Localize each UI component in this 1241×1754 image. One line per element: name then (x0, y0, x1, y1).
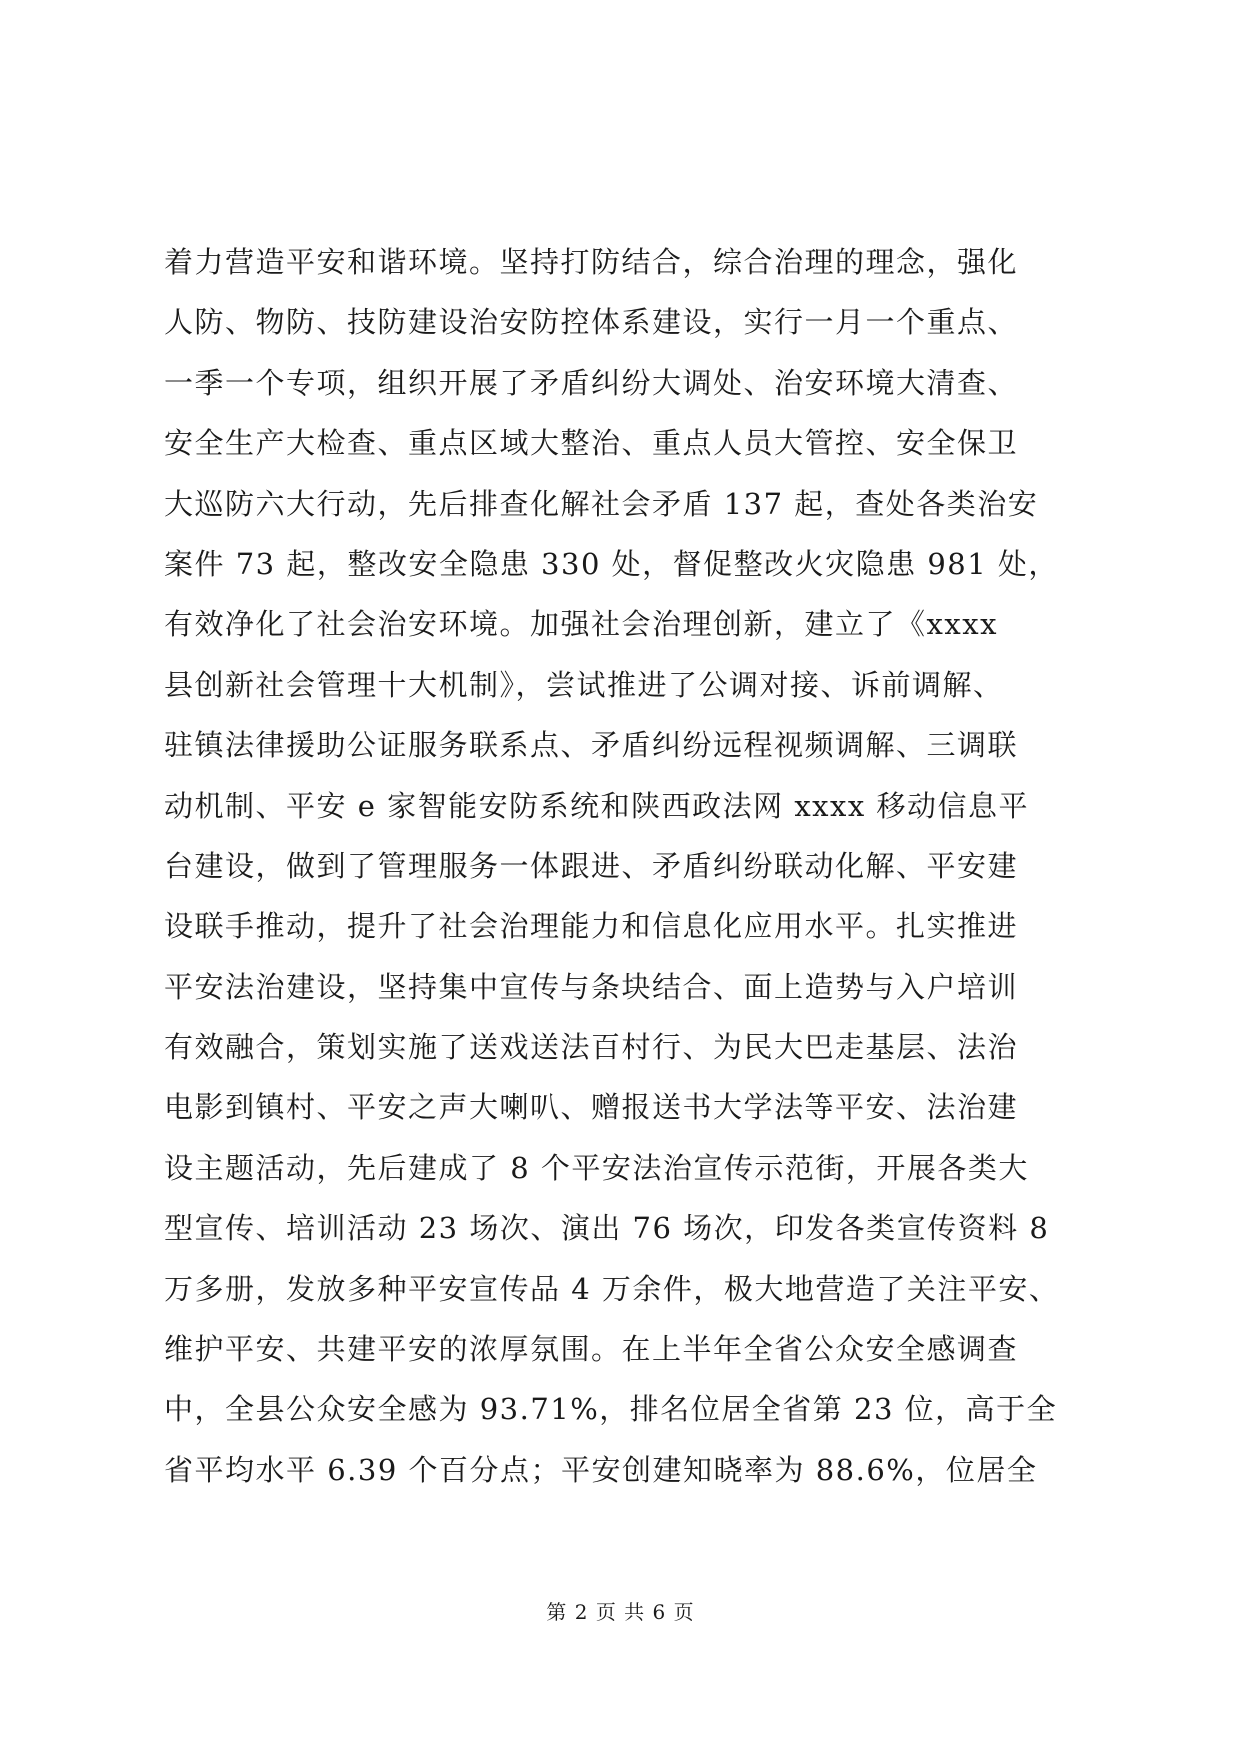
text-line: 大巡防六大行动，先后排查化解社会矛盾 137 起，查处各类治安 (164, 486, 1039, 521)
text-line: 人防、物防、技防建设治安防控体系建设，实行一月一个重点、 (164, 305, 1019, 340)
text-line: 安全生产大检查、重点区域大整治、重点人员大管控、安全保卫 (164, 426, 1019, 461)
text-line: 中，全县公众安全感为 93.71%，排名位居全省第 23 位，高于全 (164, 1392, 1058, 1427)
text-line: 平安法治建设，坚持集中宣传与条块结合、面上造势与入户培训 (164, 969, 1019, 1004)
text-line: 一季一个专项，组织开展了矛盾纠纷大调处、治安环境大清查、 (164, 365, 1019, 400)
text-line: 台建设，做到了管理服务一体跟进、矛盾纠纷联动化解、平安建 (164, 848, 1019, 883)
text-line: 设主题活动，先后建成了 8 个平安法治宣传示范街，开展各类大 (164, 1150, 1029, 1185)
text-line: 维护平安、共建平安的浓厚氛围。在上半年全省公众安全感调查 (164, 1332, 1019, 1367)
text-line: 案件 73 起，整改安全隐患 330 处，督促整改火灾隐患 981 处， (164, 546, 1059, 581)
text-line: 着力营造平安和谐环境。坚持打防结合，综合治理的理念，强化 (164, 245, 1019, 279)
text-line: 万多册，发放多种平安宣传品 4 万余件，极大地营造了关注平安、 (164, 1271, 1060, 1306)
text-line: 县创新社会管理十大机制》，尝试推进了公调对接、诉前调解、 (164, 667, 1004, 702)
text-line: 型宣传、培训活动 23 场次、演出 76 场次，印发各类宣传资料 8 (164, 1211, 1050, 1246)
text-line: 省平均水平 6.39 个百分点；平安创建知晓率为 88.6%，位居全 (164, 1452, 1038, 1487)
text-line: 动机制、平安 e 家智能安防系统和陕西政法网 xxxx 移动信息平 (164, 788, 1029, 823)
text-line: 设联手推动，提升了社会治理能力和信息化应用水平。扎实推进 (164, 909, 1019, 944)
text-line: 驻镇法律援助公证服务联系点、矛盾纠纷远程视频调解、三调联 (164, 728, 1019, 763)
text-line: 电影到镇村、平安之声大喇叭、赠报送书大学法等平安、法治建 (164, 1090, 1019, 1125)
page-footer: 第 2 页 共 6 页 (546, 1600, 695, 1624)
text-line: 有效净化了社会治安环境。加强社会治理创新，建立了《xxxx (164, 607, 998, 642)
text-line: 有效融合，策划实施了送戏送法百村行、为民大巴走基层、法治 (164, 1030, 1019, 1065)
body-paragraph (164, 232, 1084, 1500)
